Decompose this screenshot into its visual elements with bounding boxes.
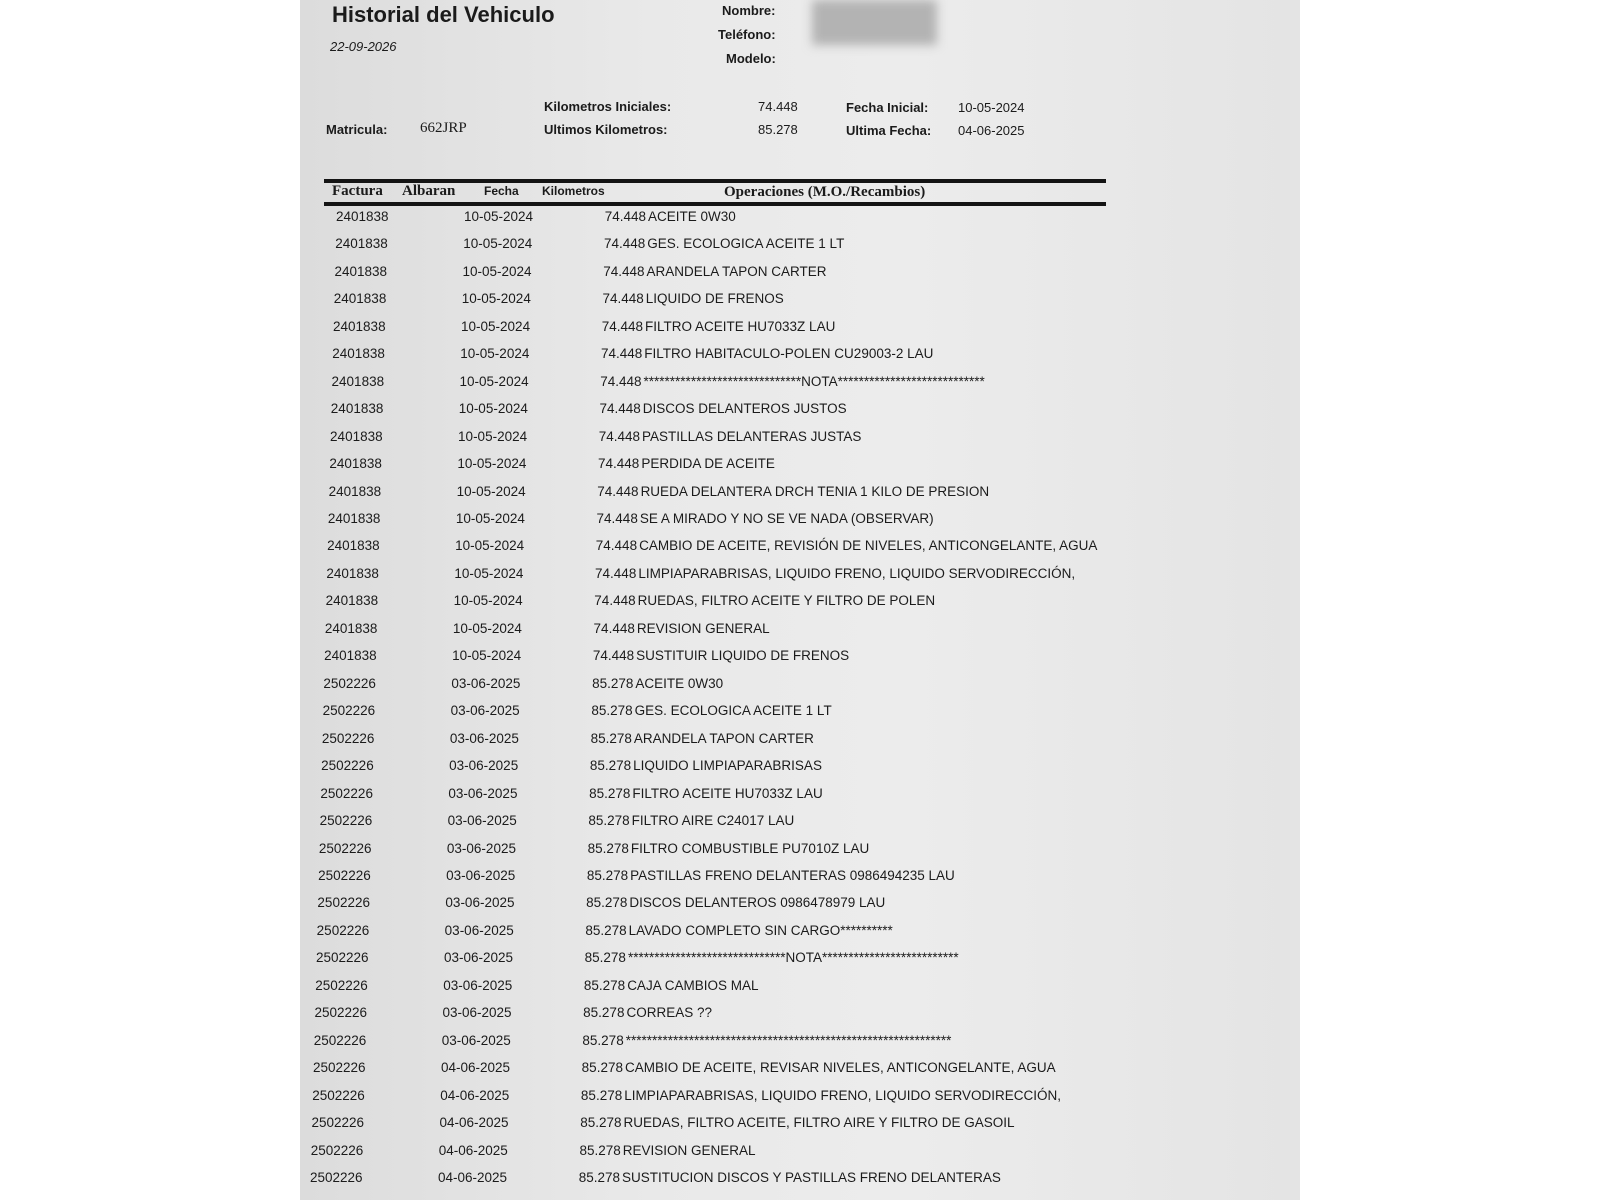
table-row [317,923,1097,943]
table-row [331,401,1111,421]
table-row [324,648,1104,668]
factura-cell: 2502226 [318,867,371,883]
operacion-cell: ARANDELA TAPON CARTER [646,263,827,279]
factura-cell: 2502226 [315,950,369,966]
kilometros-cell: 74.448 [603,263,645,279]
fecha-cell: 10-05-2024 [455,538,525,554]
table-row [326,593,1106,613]
fecha-cell: 03-06-2025 [443,950,513,966]
factura-cell: 2401838 [333,291,387,307]
col-header-operaciones: Operaciones (M.O./Recambios) [724,184,926,200]
fecha-cell: 03-06-2025 [444,922,514,938]
table-row [332,374,1112,394]
operacion-cell: ************************************************************** [625,1032,952,1048]
operacion-cell: CORREAS ?? [626,1005,712,1021]
operacion-cell: CAJA CAMBIOS MAL [627,977,759,993]
factura-cell: 2502226 [310,1170,363,1185]
operacion-cell: LAVADO COMPLETO SIN CARGO********** [628,922,893,938]
kilometros-cell: 74.448 [600,373,642,389]
ultima-fecha-label: Ultima Fecha: [846,123,932,138]
kilometros-cell: 74.448 [593,620,635,636]
table-row [329,484,1109,504]
operacion-cell: GES. ECOLOGICA ACEITE 1 LT [634,703,832,719]
factura-cell: 2401838 [335,236,388,252]
table-row [319,841,1099,861]
kilometros-cell: 85.278 [590,730,632,746]
factura-cell: 2502226 [315,977,368,993]
table-row [320,813,1100,833]
table-row [310,1170,1090,1190]
operacion-cell: SUSTITUCION DISCOS Y PASTILLAS FRENO DELANTERAS [622,1170,1001,1185]
factura-cell: 2502226 [319,813,373,829]
fecha-cell: 03-06-2025 [450,703,520,719]
factura-cell: 2401838 [332,346,385,362]
operacion-cell: RUEDAS, FILTRO ACEITE, FILTRO AIRE Y FILTRO DE GASOIL [623,1115,1015,1131]
kilometros-cell: 85.278 [578,1170,620,1185]
col-header-kilometros: Kilometros [542,184,605,198]
table-row [314,1005,1094,1025]
table-row [316,950,1096,970]
factura-cell: 2502226 [313,1032,367,1048]
table-row [322,731,1102,751]
factura-cell: 2502226 [316,922,370,938]
factura-cell: 2502226 [320,785,373,801]
kilometros-cell: 85.278 [592,675,634,691]
factura-cell: 2401838 [326,565,379,581]
factura-cell: 2401838 [333,318,386,334]
factura-cell: 2401838 [334,263,388,279]
factura-cell: 2401838 [331,373,385,389]
ultimos-km-value: 85.278 [758,122,798,137]
operacion-cell: FILTRO HABITACULO-POLEN CU29003-2 LAU [644,346,934,362]
kilometros-cell: 74.448 [601,318,644,334]
table-row [318,868,1098,888]
table-row [335,236,1115,256]
kilometros-cell: 85.278 [587,840,629,856]
factura-cell: 2401838 [330,428,383,444]
operacion-cell: LIQUIDO DE FRENOS [645,291,784,307]
table-row [325,621,1105,641]
kilometros-cell: 85.278 [586,867,629,883]
operacion-cell: SUSTITUIR LIQUIDO DE FRENOS [636,648,850,664]
document-page [300,0,1300,1200]
col-header-fecha: Fecha [484,184,519,198]
kilometros-cell: 74.448 [592,648,635,664]
fecha-cell: 10-05-2024 [464,209,534,224]
kilometros-cell: 85.278 [588,813,630,829]
factura-cell: 2502226 [317,895,370,911]
operacion-cell: LIQUIDO LIMPIAPARABRISAS [633,758,822,774]
kilometros-cell: 85.278 [584,950,626,966]
factura-cell: 2401838 [324,648,377,664]
fecha-cell: 04-06-2025 [438,1170,508,1185]
factura-cell: 2502226 [321,730,375,746]
table-row [329,456,1109,476]
operacion-cell: DISCOS DELANTEROS 0986478979 LAU [629,895,886,911]
kilometros-cell: 85.278 [580,1087,623,1103]
table-row [314,1033,1094,1053]
fecha-cell: 04-06-2025 [439,1115,509,1131]
col-header-factura: Factura [332,183,383,199]
table-row [321,758,1101,778]
table-row [323,703,1103,723]
kilometros-cell: 74.448 [602,291,644,307]
operacion-cell: ******************************NOTA************************** [627,950,959,966]
fecha-cell: 10-05-2024 [460,346,530,362]
ultima-fecha-value: 04-06-2025 [958,123,1025,138]
table-row [326,566,1106,586]
fecha-cell: 10-05-2024 [455,511,525,527]
fecha-cell: 03-06-2025 [446,840,516,856]
factura-cell: 2401838 [327,538,380,554]
kilometros-cell: 74.448 [600,346,643,362]
table-row [332,346,1112,366]
table-row [336,209,1116,229]
fecha-cell: 04-06-2025 [438,1142,508,1158]
kilometros-cell: 74.448 [595,538,638,554]
fecha-cell: 03-06-2025 [445,895,515,911]
operacion-cell: PERDIDA DE ACEITE [641,456,775,472]
table-row [313,1060,1093,1080]
kilometros-cell: 85.278 [583,977,626,993]
table-row [320,786,1100,806]
factura-cell: 2502226 [321,758,374,774]
kilometros-cell: 85.278 [589,758,632,774]
factura-cell: 2401838 [327,511,381,527]
kilometros-cell: 85.278 [580,1115,622,1131]
table-row [334,291,1114,311]
nombre-label: Nombre: [722,3,776,18]
factura-cell: 2502226 [322,703,376,719]
document-title: Historial del Vehiculo [332,2,555,27]
fecha-cell: 10-05-2024 [461,291,531,307]
table-row [317,895,1097,915]
operacion-cell: CAMBIO DE ACEITE, REVISIÓN DE NIVELES, ANTICONGELANTE, AGUA [639,538,1098,554]
kilometros-cell: 85.278 [581,1060,623,1076]
operacion-cell: REVISION GENERAL [622,1142,756,1158]
fecha-cell: 10-05-2024 [452,648,522,664]
kilometros-cell: 85.278 [589,785,631,801]
operacion-cell: FILTRO ACEITE HU7033Z LAU [645,318,836,334]
factura-cell: 2502226 [323,675,376,691]
kilometros-cell: 74.448 [598,428,641,444]
operacion-cell: RUEDAS, FILTRO ACEITE Y FILTRO DE POLEN [637,593,936,609]
operacion-cell: CAMBIO DE ACEITE, REVISAR NIVELES, ANTICONGELANTE, AGUA [624,1060,1056,1076]
factura-cell: 2502226 [310,1142,364,1158]
table-row [323,676,1103,696]
table-row [328,511,1108,531]
fecha-cell: 10-05-2024 [463,236,533,252]
kilometros-cell: 74.448 [604,209,646,224]
operacion-cell: FILTRO COMBUSTIBLE PU7010Z LAU [630,840,870,856]
operacion-cell: PASTILLAS DELANTERAS JUSTAS [642,428,862,444]
fecha-cell: 10-05-2024 [457,456,527,472]
kilometros-cell: 74.448 [598,456,640,472]
operacion-cell: GES. ECOLOGICA ACEITE 1 LT [647,236,845,252]
fecha-cell: 10-05-2024 [459,373,529,389]
operacion-cell: FILTRO AIRE C24017 LAU [631,813,795,829]
ultimos-km-label: Ultimos Kilometros: [544,122,668,137]
fecha-cell: 10-05-2024 [454,565,524,581]
factura-cell: 2401838 [329,456,382,472]
telefono-label: Teléfono: [718,27,776,42]
operacion-cell: ACEITE 0W30 [648,209,736,224]
operacion-cell: ARANDELA TAPON CARTER [633,730,814,746]
fecha-cell: 03-06-2025 [441,1032,511,1048]
factura-cell: 2401838 [324,620,378,636]
table-row [335,264,1115,284]
factura-cell: 2401838 [328,483,382,499]
table-row [312,1088,1092,1108]
kilometros-cell: 85.278 [583,1005,625,1021]
table-row [330,429,1110,449]
table-row [327,538,1107,558]
print-date: 22-09-2026 [330,39,397,54]
kilometros-cell: 74.448 [597,483,639,499]
table-row [315,978,1095,998]
fecha-cell: 10-05-2024 [458,401,528,417]
factura-cell: 2401838 [330,401,384,417]
table-row [311,1143,1091,1163]
factura-cell: 2502226 [318,840,372,856]
fecha-cell: 03-06-2025 [449,730,519,746]
kilometros-cell: 85.278 [586,895,628,911]
kilometros-cell: 74.448 [599,401,641,417]
fecha-cell: 03-06-2025 [448,785,518,801]
factura-cell: 2502226 [311,1115,365,1131]
table-row [333,319,1113,339]
operacion-cell: ******************************NOTA**************************** [643,373,985,389]
fecha-cell: 03-06-2025 [446,867,516,883]
fecha-cell: 10-05-2024 [461,318,531,334]
matricula-label: Matricula: [326,122,388,137]
modelo-label: Modelo: [726,51,776,66]
kilometros-cell: 85.278 [579,1142,621,1158]
factura-cell: 2502226 [314,1005,368,1021]
fecha-inicial-label: Fecha Inicial: [846,100,929,115]
fecha-cell: 10-05-2024 [462,263,532,279]
history-table-body [300,0,1300,1200]
kilometros-cell: 85.278 [591,703,633,719]
fecha-cell: 10-05-2024 [458,428,528,444]
km-iniciales-value: 74.448 [758,99,798,114]
operacion-cell: REVISION GENERAL [636,620,770,636]
matricula-value: 662JRP [420,120,467,136]
table-row [311,1115,1091,1135]
operacion-cell: ACEITE 0W30 [635,675,724,691]
operacion-cell: LIMPIAPARABRISAS, LIQUIDO FRENO, LIQUIDO SERVODIRECCIÓN, [624,1087,1062,1103]
fecha-cell: 03-06-2025 [447,813,517,829]
kilometros-cell: 74.448 [595,565,637,581]
operacion-cell: RUEDA DELANTERA DRCH TENIA 1 KILO DE PRESION [640,483,990,499]
kilometros-cell: 85.278 [585,922,627,938]
fecha-cell: 10-05-2024 [456,483,526,499]
fecha-cell: 10-05-2024 [452,620,522,636]
factura-cell: 2401838 [325,593,379,609]
operacion-cell: FILTRO ACEITE HU7033Z LAU [632,785,823,801]
fecha-cell: 04-06-2025 [440,1060,511,1076]
operacion-cell: DISCOS DELANTEROS JUSTOS [642,401,847,417]
operacion-cell: LIMPIAPARABRISAS, LIQUIDO FRENO, LIQUIDO SERVODIRECCIÓN, [638,565,1076,581]
kilometros-cell: 74.448 [603,236,646,252]
kilometros-cell: 74.448 [594,593,636,609]
factura-cell: 2502226 [312,1060,366,1076]
fecha-cell: 03-06-2025 [442,1005,512,1021]
factura-cell: 2502226 [312,1087,365,1103]
col-header-albaran: Albaran [402,183,456,199]
km-iniciales-label: Kilometros Iniciales: [544,99,672,114]
fecha-inicial-value: 10-05-2024 [958,100,1025,115]
fecha-cell: 03-06-2025 [451,675,521,691]
fecha-cell: 10-05-2024 [453,593,523,609]
fecha-cell: 03-06-2025 [443,977,513,993]
kilometros-cell: 85.278 [582,1032,624,1048]
fecha-cell: 03-06-2025 [449,758,519,774]
operacion-cell: SE A MIRADO Y NO SE VE NADA (OBSERVAR) [639,511,934,527]
fecha-cell: 04-06-2025 [440,1087,510,1103]
kilometros-cell: 74.448 [596,511,638,527]
operacion-cell: PASTILLAS FRENO DELANTERAS 0986494235 LAU [630,867,955,883]
factura-cell: 2401838 [336,209,389,224]
